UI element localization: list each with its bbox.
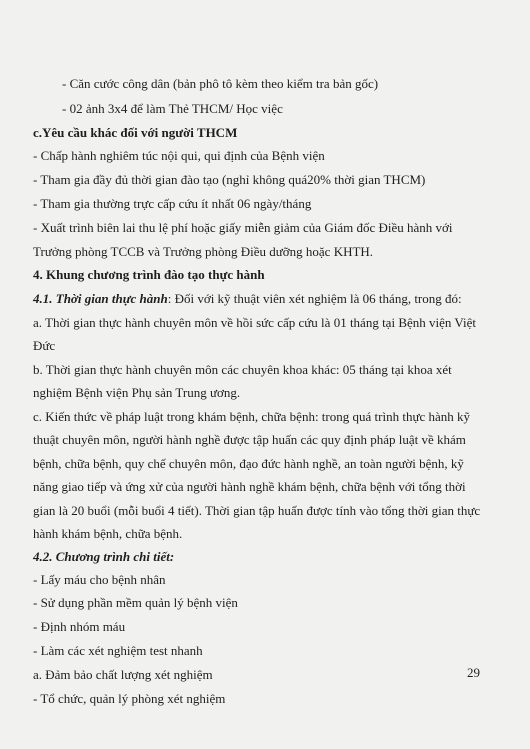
text-line: - Căn cước công dân (bản phô tô kèm theo kiểm tra bản gốc): [62, 76, 379, 91]
subsection-4-1-text: : Đối với kỹ thuật viên xét nghiệm là 06 tháng, trong đó:: [167, 291, 462, 306]
text-line: a. Thời gian thực hành chuyên môn về hồi sức cấp cứu là 01 tháng tại Bệnh viện Việt: [33, 315, 477, 330]
section-heading-c: c.Yêu cầu khác đối với người THCM: [33, 125, 238, 140]
text-line: - 02 ảnh 3x4 để làm Thẻ THCM/ Học việc: [62, 101, 283, 116]
subsection-4-2-title: 4.2. Chương trình chi tiết:: [33, 549, 175, 564]
text-line: b. Thời gian thực hành chuyên môn các chuyên khoa khác: 05 tháng tại khoa xét: [33, 362, 452, 377]
text-line: nghiệm Bệnh viện Phụ sản Trung ương.: [33, 385, 241, 400]
text-line: bệnh, chữa bệnh, quy chế chuyên môn, đạo đức hành nghề, an toàn người bệnh, kỹ: [33, 456, 464, 471]
text-line: - Lấy máu cho bệnh nhân: [33, 572, 166, 587]
text-line: - Xuất trình biên lai thu lệ phí hoặc giấy miễn giảm của Giám đốc Điều hành với: [33, 220, 453, 235]
text-line: năng giao tiếp và ứng xử của người hành nghề khám bệnh, chữa bệnh với tổng thời: [33, 479, 466, 494]
text-line: a. Đảm bảo chất lượng xét nghiệm: [33, 667, 213, 682]
section-heading-4: 4. Khung chương trình đào tạo thực hành: [33, 267, 265, 282]
text-line: gian là 20 buổi (mỗi buổi 4 tiết). Thời gian tập huấn được tính vào tổng thời gian thực: [33, 503, 481, 518]
text-line: Đức: [33, 338, 56, 353]
text-line: - Định nhóm máu: [33, 619, 126, 634]
text-line: - Tổ chức, quản lý phòng xét nghiệm: [33, 691, 226, 706]
text-line: - Tham gia đầy đủ thời gian đào tạo (nghỉ không quá20% thời gian THCM): [33, 172, 426, 187]
text-line: - Tham gia thường trực cấp cứu ít nhất 06 ngày/tháng: [33, 196, 312, 211]
text-line: hành khám bệnh, chữa bệnh.: [33, 526, 183, 541]
subsection-4-1: [33, 291, 462, 307]
text-line: - Sử dụng phần mềm quản lý bệnh viện: [33, 595, 238, 610]
text-line: thuật chuyên môn, người hành nghề được tập huấn các quy định pháp luật về khám: [33, 432, 466, 447]
text-line: - Làm các xét nghiệm test nhanh: [33, 643, 203, 658]
text-line: c. Kiến thức về pháp luật trong khám bệnh, chữa bệnh: trong quá trình thực hành kỹ: [33, 409, 471, 424]
page-number: 29: [467, 665, 480, 680]
text-line: Trưởng phòng TCCB và Trưởng phòng Điều dưỡng hoặc KHTH.: [33, 244, 374, 259]
text-line: - Chấp hành nghiêm túc nội qui, qui định của Bệnh viện: [33, 148, 325, 163]
subsection-4-1-title: 4.1. Thời gian thực hành: [33, 291, 168, 306]
